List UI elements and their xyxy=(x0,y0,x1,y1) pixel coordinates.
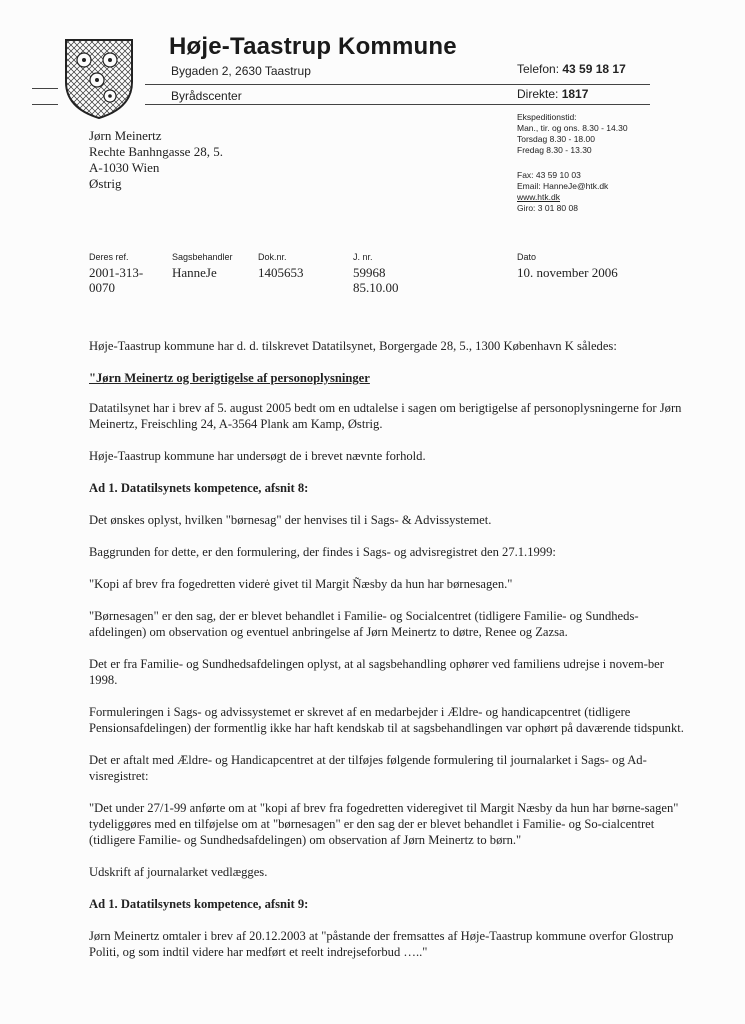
body-paragraph-10: Det er aftalt med Ældre- og Handicapcentret at der tilføjes følgende formulering til journalarket i Sags- og Ad-visregistret: xyxy=(89,753,647,783)
deres-ref-label: Deres ref. xyxy=(89,252,129,262)
jnr-value xyxy=(353,265,399,295)
jnr-line-2: 85.10.00 xyxy=(353,280,399,295)
direkte-label: Direkte: xyxy=(517,87,559,101)
org-address: Bygaden 2, 2630 Taastrup xyxy=(171,64,311,78)
margin-rule-1 xyxy=(32,88,58,89)
section-heading-1: Ad 1. Datatilsynets kompetence, afsnit 8: xyxy=(89,481,309,495)
opening-hours xyxy=(517,112,628,156)
hours-line-2: Torsdag 8.30 - 18.00 xyxy=(517,134,595,144)
coat-of-arms-icon xyxy=(62,36,136,120)
body-paragraph-5: Baggrunden for dette, er den formulering, der findes i Sags- og advisregistret den 27.1.1999: xyxy=(89,545,556,559)
deres-ref-line-2: 0070 xyxy=(89,280,115,295)
contact-info xyxy=(517,170,608,214)
hours-line-1: Man., tir. og ons. 8.30 - 14.30 xyxy=(517,123,628,133)
hours-line-3: Fredag 8.30 - 13.30 xyxy=(517,145,592,155)
hours-label: Ekspeditionstid: xyxy=(517,112,577,122)
header-rule-top xyxy=(145,84,650,85)
body-paragraph-11: "Det under 27/1-99 anførte om at "kopi af brev fra fogedretten videregivet til Margit Næsby da hun har børne-sagen" tydeliggøres med en tilføjelse om at "børnesagen" er den sag der er blevet behandlet i Familie- og So-cialcentret (tidligere Familie- og Sundhedsafdelingen) om observation af Jørn Meinertz to børn." xyxy=(89,801,679,847)
fax-line: Fax: 43 59 10 03 xyxy=(517,170,581,180)
section-heading-2: Ad 1. Datatilsynets kompetence, afsnit 9: xyxy=(89,897,309,911)
body-paragraph-7: "Børnesagen" er den sag, der er blevet behandlet i Familie- og Socialcentret (tidligere Familie- og Sundheds-afdelingen) om observation og eventuel anbringelse af Jørn Meinertz to døtre, Renee og Zazsa. xyxy=(89,609,639,639)
deres-ref-line-1: 2001-313- xyxy=(89,265,144,280)
recipient-street: Rechte Banhngasse 28, 5. xyxy=(89,144,223,159)
sagsbehandler-value: HanneJe xyxy=(172,265,217,280)
body-paragraph-6: "Kopi af brev fra fogedretten viderė givet til Margit Ñæsby da hun har børnesagen." xyxy=(89,577,513,591)
header-rule-bottom xyxy=(145,104,650,105)
jnr-line-1: 59968 xyxy=(353,265,386,280)
letter-body xyxy=(89,338,694,976)
margin-rule-2 xyxy=(32,104,58,105)
body-paragraph-4: Det ønskes oplyst, hvilken "børnesag" der henvises til i Sags- & Advissystemet. xyxy=(89,513,492,527)
body-paragraph-12: Udskrift af journalarket vedlægges. xyxy=(89,865,268,879)
dato-value: 10. november 2006 xyxy=(517,265,618,280)
deres-ref-value xyxy=(89,265,143,295)
dato-label: Dato xyxy=(517,252,537,262)
sagsbehandler-label: Sagsbehandler xyxy=(172,252,233,262)
recipient-address xyxy=(89,128,223,192)
telefon-line xyxy=(517,62,626,76)
telefon-label: Telefon: xyxy=(517,62,560,76)
subject-line: "Jørn Meinertz og berigtigelse af personoplysninger xyxy=(89,371,370,385)
doknr-label: Dok.nr. xyxy=(258,252,287,262)
email-line: Email: HanneJe@htk.dk xyxy=(517,181,609,191)
direkte-line xyxy=(517,87,588,101)
recipient-name: Jørn Meinertz xyxy=(89,128,162,143)
direkte-value: 1817 xyxy=(561,87,589,101)
doknr-value: 1405653 xyxy=(258,265,304,280)
recipient-country: Østrig xyxy=(89,176,122,191)
body-paragraph-2: Datatilsynet har i brev af 5. august 2005 bedt om en udtalelse i sagen om berigtigelse af personoplysningerne for Jørn Meinertz, Freischling 24, A-3564 Plank am Kamp, Østrig. xyxy=(89,401,682,431)
giro-line: Giro: 3 01 80 08 xyxy=(517,203,578,213)
recipient-city: A-1030 Wien xyxy=(89,160,160,175)
body-paragraph-13: Jørn Meinertz omtaler i brev af 20.12.2003 at "påstande der fremsattes af Høje-Taastrup kommune overfor Glostrup Politi, og som indtil videre har medført et reelt indrejseforbud ….." xyxy=(89,929,674,959)
telefon-value: 43 59 18 17 xyxy=(562,62,626,76)
org-department: Byrådscenter xyxy=(171,89,242,103)
org-name: Høje-Taastrup Kommune xyxy=(169,33,457,60)
body-paragraph-3: Høje-Taastrup kommune har undersøgt de i brevet nævnte forhold. xyxy=(89,449,426,463)
website-link[interactable]: www.htk.dk xyxy=(517,192,560,202)
jnr-label: J. nr. xyxy=(353,252,373,262)
body-paragraph-9: Formuleringen i Sags- og advissystemet er skrevet af en medarbejder i Ældre- og handicapcentret (tidligere Pensionsafdelingen) der formentlig ikke har haft kendskab til at sagsbehandlingen var ophørt på daværende tidspunkt. xyxy=(89,705,684,735)
body-paragraph-1: Høje-Taastrup kommune har d. d. tilskrevet Datatilsynet, Borgergade 28, 5., 1300 København K således: xyxy=(89,339,617,353)
body-paragraph-8: Det er fra Familie- og Sundhedsafdelingen oplyst, at al sagsbehandling ophører ved familiens udrejse i novem-ber 1998. xyxy=(89,657,664,687)
